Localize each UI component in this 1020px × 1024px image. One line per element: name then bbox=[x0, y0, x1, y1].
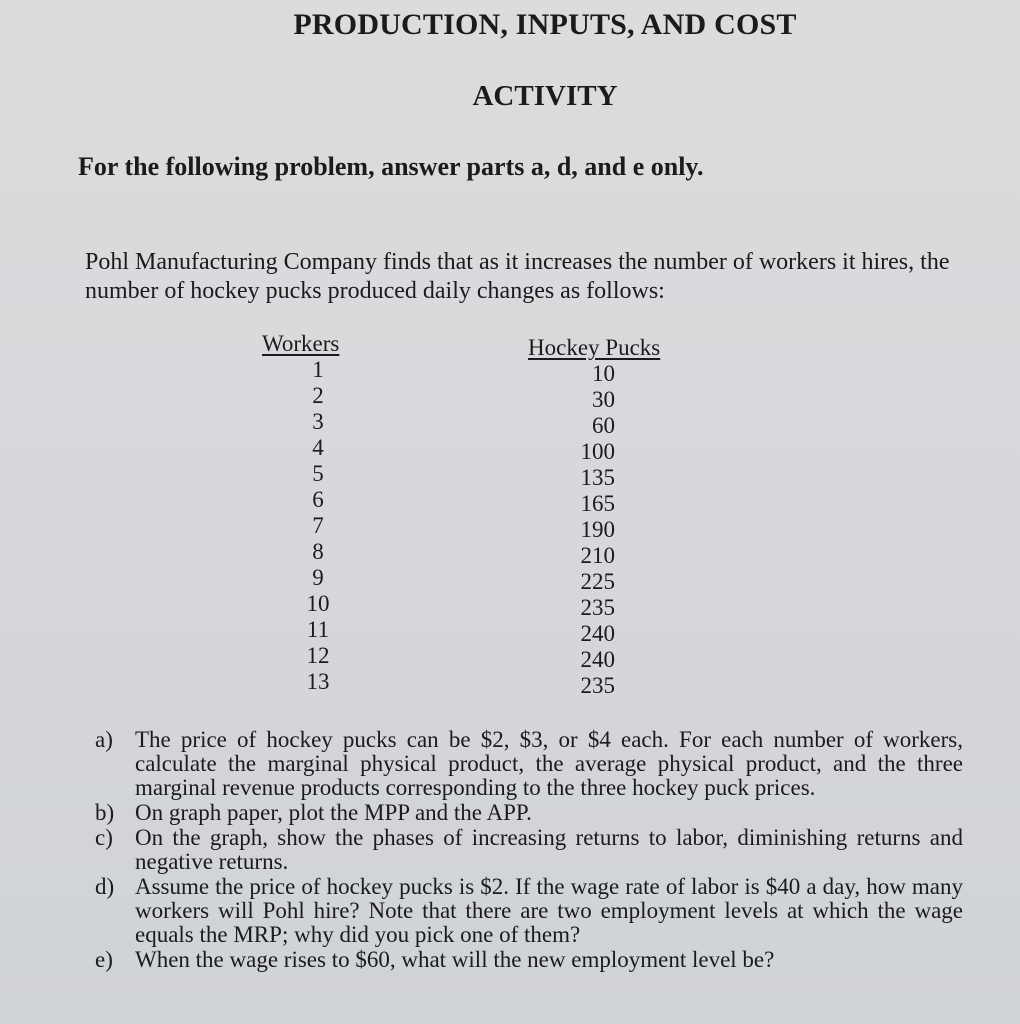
question-text: When the wage rises to $60, what will the new employment level be? bbox=[135, 947, 775, 972]
question-label: b) bbox=[95, 800, 115, 825]
pucks-cell: 210 bbox=[580, 543, 615, 568]
question-text: On the graph, show the phases of increasing returns to labor, diminishing returns and negative returns. bbox=[135, 825, 963, 874]
question-label: e) bbox=[95, 947, 113, 972]
pucks-cell: 235 bbox=[580, 673, 615, 698]
document-subtitle: ACTIVITY bbox=[472, 80, 618, 112]
pucks-cell: 10 bbox=[592, 361, 615, 386]
pucks-cell: 235 bbox=[580, 595, 615, 620]
question-list bbox=[95, 728, 963, 973]
question-label: c) bbox=[95, 825, 113, 850]
instruction-text: For the following problem, answer parts a, d, and e only. bbox=[78, 152, 704, 181]
workers-cell: 1 bbox=[312, 357, 324, 382]
question-c bbox=[95, 826, 963, 874]
workers-cell: 5 bbox=[312, 461, 324, 486]
pucks-cell: 240 bbox=[580, 621, 615, 646]
question-label: d) bbox=[95, 874, 115, 899]
hockey-pucks-header: Hockey Pucks bbox=[528, 335, 661, 360]
question-text: On graph paper, plot the MPP and the APP. bbox=[135, 800, 532, 825]
workers-cell: 3 bbox=[312, 409, 324, 434]
question-label: a) bbox=[95, 727, 113, 752]
workers-cell: 13 bbox=[306, 669, 330, 694]
workers-cell: 10 bbox=[306, 591, 330, 616]
question-a bbox=[95, 728, 963, 800]
question-text: The price of hockey pucks can be $2, $3, or $4 each. For each number of workers, calculate the marginal physical product, the average physical product, and the three marginal revenue products corresponding to the three hockey puck prices. bbox=[135, 727, 963, 800]
problem-intro: Pohl Manufacturing Company finds that as it increases the number of workers it hires, the number of hockey pucks produced daily changes as follows: bbox=[85, 249, 950, 304]
workers-cell: 9 bbox=[312, 565, 324, 590]
pucks-cell: 100 bbox=[580, 439, 615, 464]
pucks-cell: 240 bbox=[580, 647, 615, 672]
question-text: Assume the price of hockey pucks is $2. If the wage rate of labor is $40 a day, how many workers will Pohl hire? Note that there are two employment levels at which the wage equals the MRP; why did you pick one of them? bbox=[135, 874, 963, 947]
workers-cell: 4 bbox=[312, 435, 324, 460]
pucks-cell: 60 bbox=[592, 413, 615, 438]
workers-header: Workers bbox=[262, 331, 340, 356]
workers-cell: 6 bbox=[312, 487, 324, 512]
workers-cell: 11 bbox=[306, 617, 330, 642]
pucks-cell: 135 bbox=[580, 465, 615, 490]
question-e bbox=[95, 948, 963, 972]
workers-cell: 12 bbox=[306, 643, 330, 668]
hockey-pucks-column bbox=[528, 335, 688, 699]
document-title: PRODUCTION, INPUTS, AND COST bbox=[293, 8, 797, 41]
workers-cell: 7 bbox=[312, 513, 324, 538]
question-b bbox=[95, 801, 963, 825]
pucks-cell: 225 bbox=[580, 569, 615, 594]
pucks-cell: 165 bbox=[580, 491, 615, 516]
pucks-cell: 190 bbox=[580, 517, 615, 542]
question-d bbox=[95, 875, 963, 947]
pucks-cell: 30 bbox=[592, 387, 615, 412]
workers-cell: 8 bbox=[312, 539, 324, 564]
workers-cell: 2 bbox=[312, 383, 324, 408]
workers-column bbox=[262, 331, 360, 695]
